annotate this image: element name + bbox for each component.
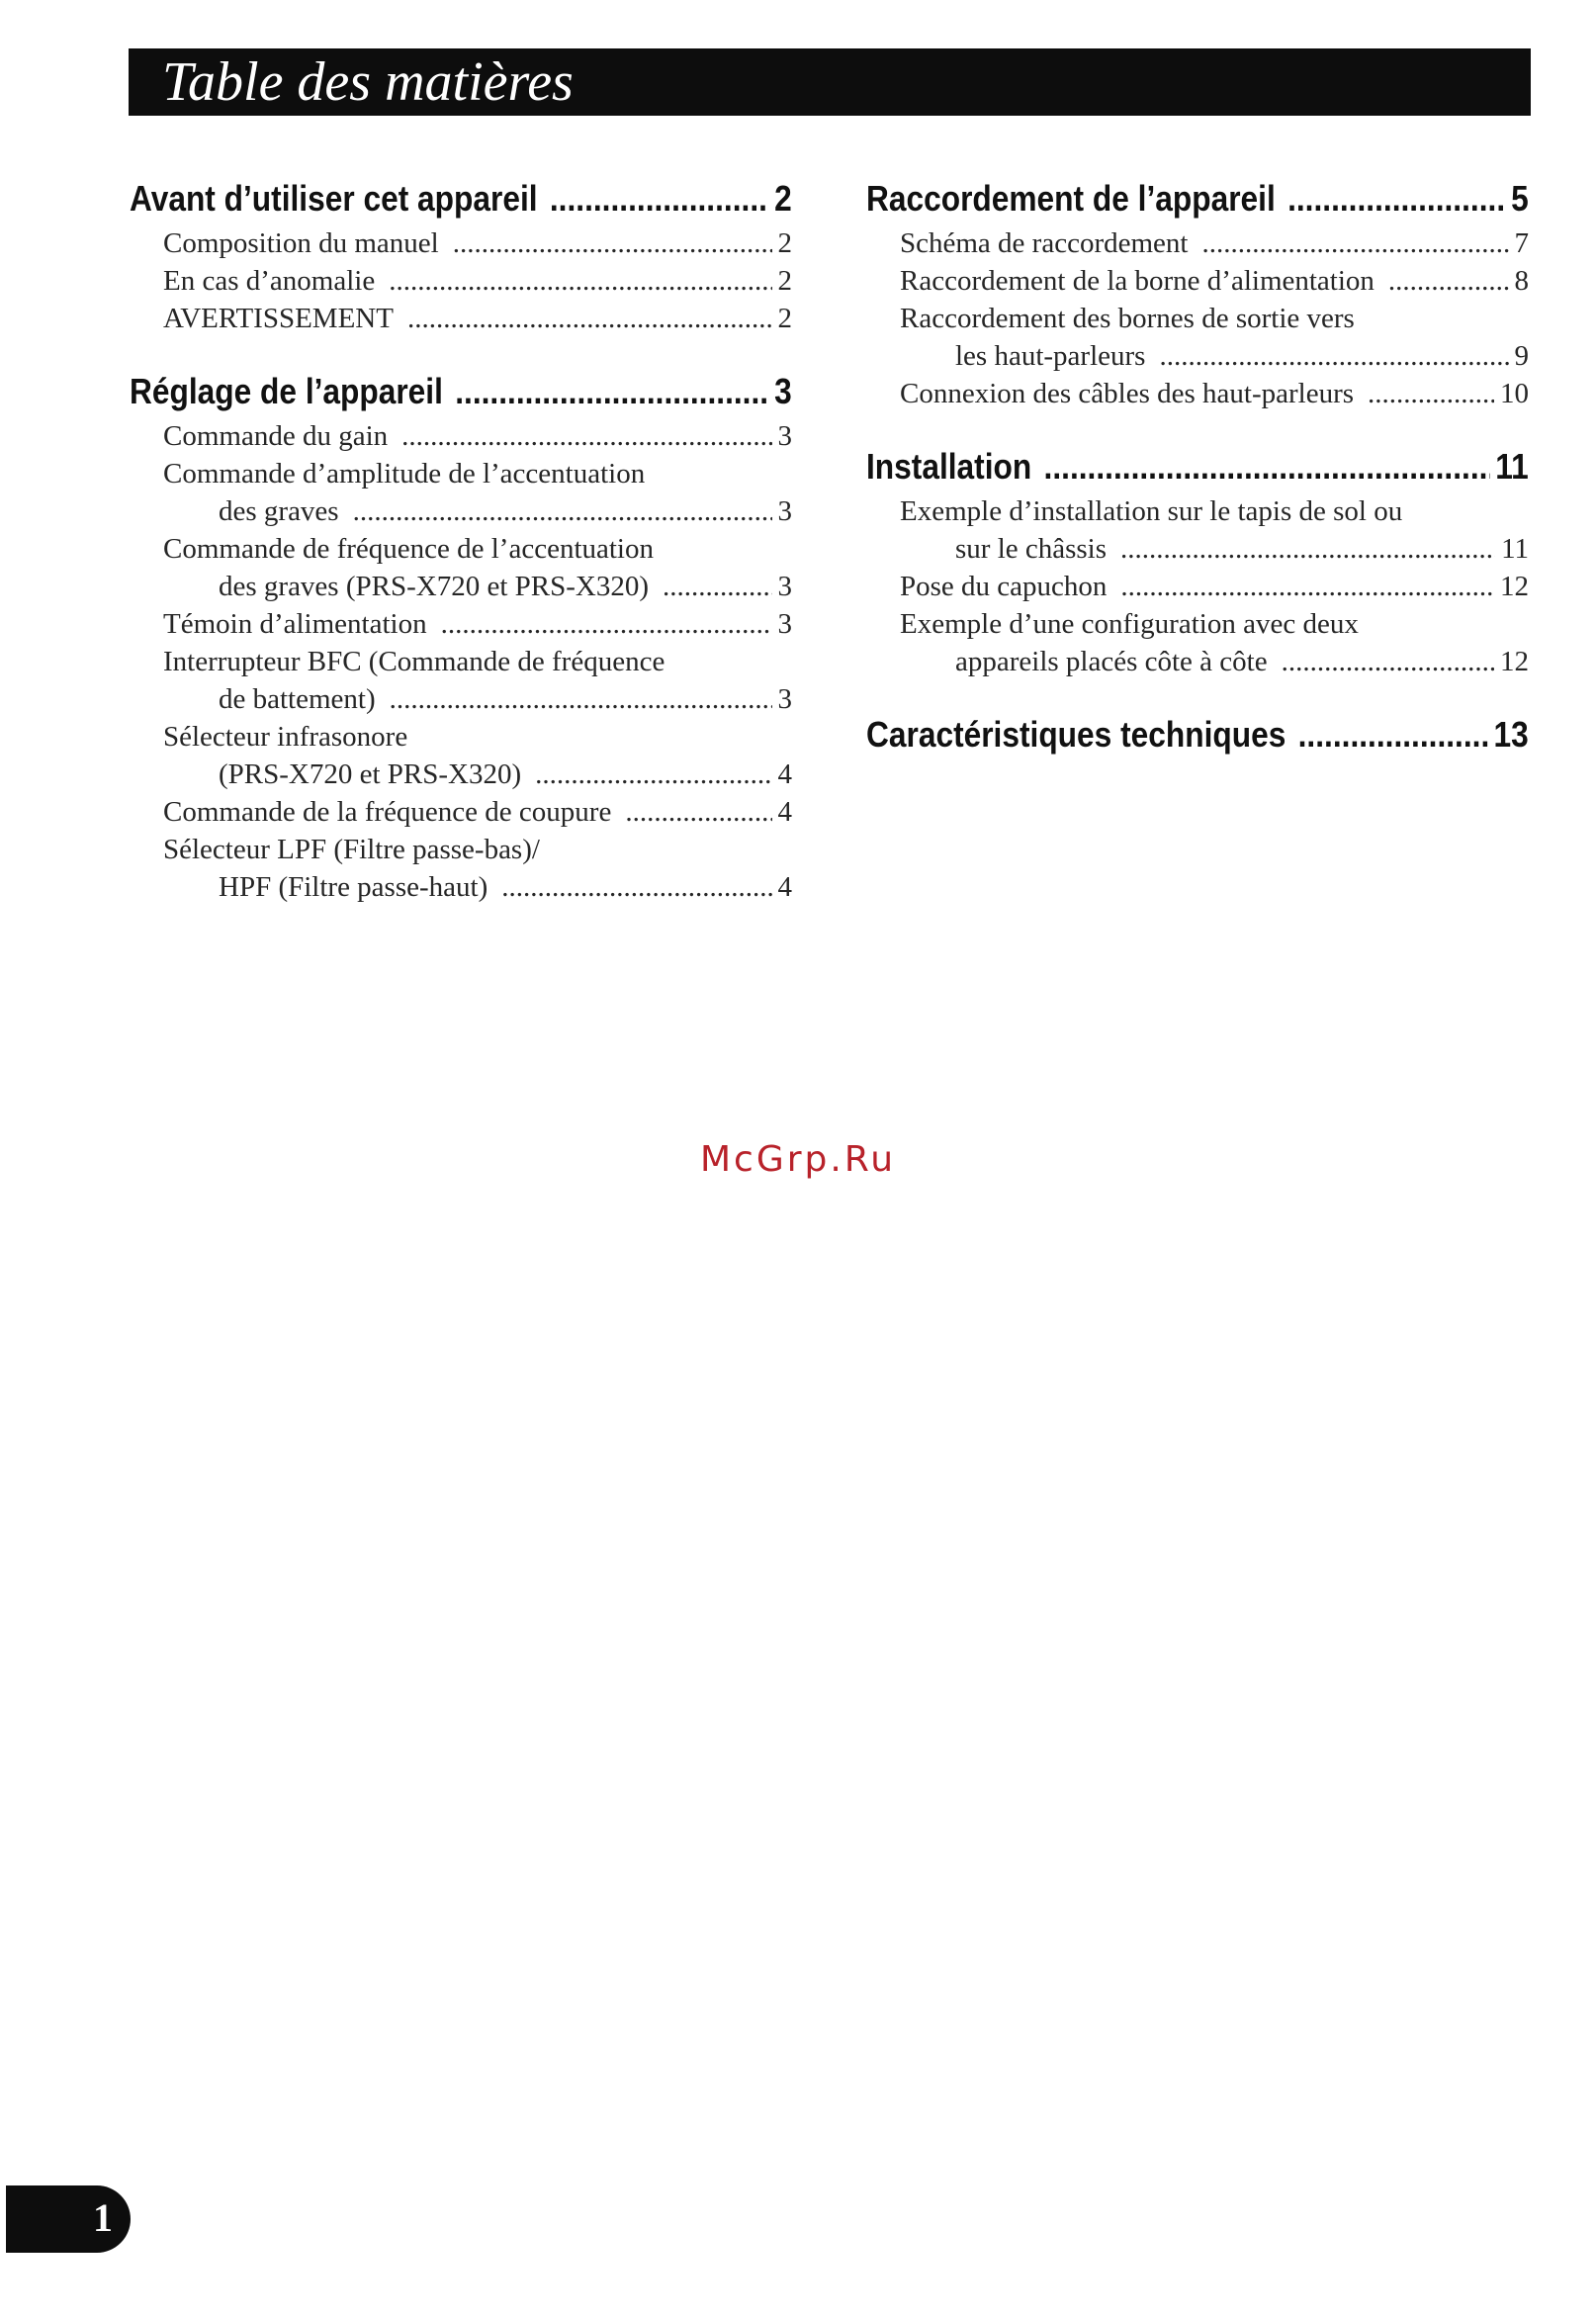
section-heading-text: Réglage de l’appareil [130,371,443,411]
toc-entry[interactable] [866,337,1529,375]
dot-leader [535,756,771,793]
toc-entry[interactable] [866,300,1529,337]
toc-entry-text: Schéma de raccordement [900,227,1189,259]
toc-entry[interactable] [130,568,792,605]
toc-entry[interactable] [130,605,792,643]
section-page-number: 13 [1493,714,1529,755]
toc-left-column [130,173,792,935]
toc-entry[interactable] [866,492,1529,530]
toc-section [866,709,1529,760]
toc-entry-text: sur le châssis [955,533,1108,565]
toc-entry[interactable] [130,643,792,680]
toc-entry-text: des graves (PRS-X720 et PRS-X320) [219,571,649,602]
dot-leader [501,868,771,906]
toc-entry-page: 4 [777,796,792,828]
toc-entry-page: 3 [777,571,792,602]
toc-entry-page: 2 [777,303,792,334]
toc-section-heading[interactable] [866,441,1529,492]
toc-entry-page: 3 [777,495,792,527]
toc-entry[interactable] [866,643,1529,680]
toc-entry[interactable] [866,530,1529,568]
toc-section-heading[interactable] [866,173,1529,224]
toc-entry[interactable] [130,224,792,262]
dot-leader [441,605,772,643]
toc-entry-text: Exemple d’installation sur le tapis de sol ou [900,495,1403,527]
toc-entry-text: Sélecteur infrasonore [163,721,408,753]
dot-leader [453,224,772,262]
title-bar [129,48,1531,116]
dot-leader [455,366,769,417]
toc-entry[interactable] [866,262,1529,300]
page-number: 1 [93,2195,113,2240]
toc-entry-text: Sélecteur LPF (Filtre passe-bas)/ [163,834,540,865]
toc-entry[interactable] [130,300,792,337]
toc-entry-page: 4 [777,758,792,790]
section-heading-text: Caractéristiques techniques [866,714,1286,755]
toc-entry-text: Exemple d’une configuration avec deux [900,608,1359,640]
toc-entry[interactable] [866,375,1529,412]
toc-entry[interactable] [130,680,792,718]
toc-entry-page: 2 [777,265,792,297]
watermark-text: McGrp.Ru [699,1139,897,1180]
dot-leader [1282,643,1494,680]
toc-entry[interactable] [130,530,792,568]
toc-entry-page: 8 [1514,265,1529,297]
toc-entry-page: 3 [777,420,792,452]
toc-entry-text: Interrupteur BFC (Commande de fréquence [163,646,665,677]
toc-entry-text: Commande d’amplitude de l’accentuation [163,458,646,490]
dot-leader [1201,224,1508,262]
toc-entry-text: les haut-parleurs [955,340,1146,372]
dot-leader [390,680,772,718]
toc-entry-page: 7 [1514,227,1529,259]
toc-entry[interactable] [130,718,792,756]
toc-entry-text: Pose du capuchon [900,571,1108,602]
section-heading-text: Avant d’utiliser cet appareil [130,178,538,219]
toc-entry-text: Connexion des câbles des haut-parleurs [900,378,1355,409]
toc-entry[interactable] [130,417,792,455]
toc-entry[interactable] [130,455,792,492]
dot-leader [1388,262,1509,300]
toc-right-column [866,173,1529,789]
dot-leader [1287,173,1506,224]
toc-section-heading[interactable] [130,173,792,224]
toc-section-heading[interactable] [130,366,792,417]
toc-section [866,173,1529,412]
toc-entry-text: de battement) [219,683,376,715]
toc-entry[interactable] [130,793,792,831]
toc-entry[interactable] [130,756,792,793]
page-number-tab [6,2185,131,2253]
section-page-number: 5 [1511,178,1529,219]
toc-entry-text: (PRS-X720 et PRS-X320) [219,758,522,790]
dot-leader [550,173,769,224]
toc-entry-text: AVERTISSEMENT [163,303,394,334]
toc-entry-page: 4 [777,871,792,903]
toc-entry[interactable] [130,868,792,906]
toc-entry-text: appareils placés côte à côte [955,646,1268,677]
toc-entry[interactable] [866,568,1529,605]
toc-entry[interactable] [866,605,1529,643]
dot-leader [1159,337,1508,375]
toc-entry-text: Témoin d’alimentation [163,608,427,640]
toc-entry[interactable] [866,224,1529,262]
toc-entry-page: 3 [777,608,792,640]
toc-entry-text: Raccordement des bornes de sortie vers [900,303,1355,334]
toc-entry-text: HPF (Filtre passe-haut) [219,871,488,903]
dot-leader [353,492,772,530]
toc-entry-page: 12 [1500,571,1529,602]
toc-entry-page: 12 [1500,646,1529,677]
dot-leader [1368,375,1494,412]
dot-leader [625,793,771,831]
dot-leader [1298,709,1489,760]
toc-section [866,441,1529,680]
toc-entry-text: Commande du gain [163,420,389,452]
dot-leader [1120,568,1494,605]
section-page-number: 11 [1495,446,1529,487]
dot-leader [389,262,771,300]
toc-entry-text: Raccordement de la borne d’alimentation [900,265,1374,297]
dot-leader [1044,441,1490,492]
dot-leader [1120,530,1495,568]
toc-entry[interactable] [130,831,792,868]
toc-entry-text: des graves [219,495,339,527]
section-page-number: 2 [774,178,792,219]
toc-entry-page: 11 [1501,533,1529,565]
dot-leader [407,300,772,337]
toc-entry-text: Composition du manuel [163,227,439,259]
page-title: Table des matières [162,51,574,113]
toc-entry-page: 9 [1514,340,1529,372]
dot-leader [663,568,772,605]
toc-entry-page: 10 [1500,378,1529,409]
toc-entry-text: Commande de la fréquence de coupure [163,796,612,828]
toc-entry-text: En cas d’anomalie [163,265,376,297]
section-heading-text: Raccordement de l’appareil [866,178,1276,219]
section-page-number: 3 [774,371,792,411]
dot-leader [401,417,771,455]
toc-section [130,173,792,337]
toc-entry-page: 3 [777,683,792,715]
toc-section [130,366,792,906]
toc-entry-page: 2 [777,227,792,259]
toc-entry[interactable] [130,262,792,300]
toc-entry-text: Commande de fréquence de l’accentuation [163,533,654,565]
toc-section-heading[interactable] [866,709,1529,760]
section-heading-text: Installation [866,446,1032,487]
toc-entry[interactable] [130,492,792,530]
